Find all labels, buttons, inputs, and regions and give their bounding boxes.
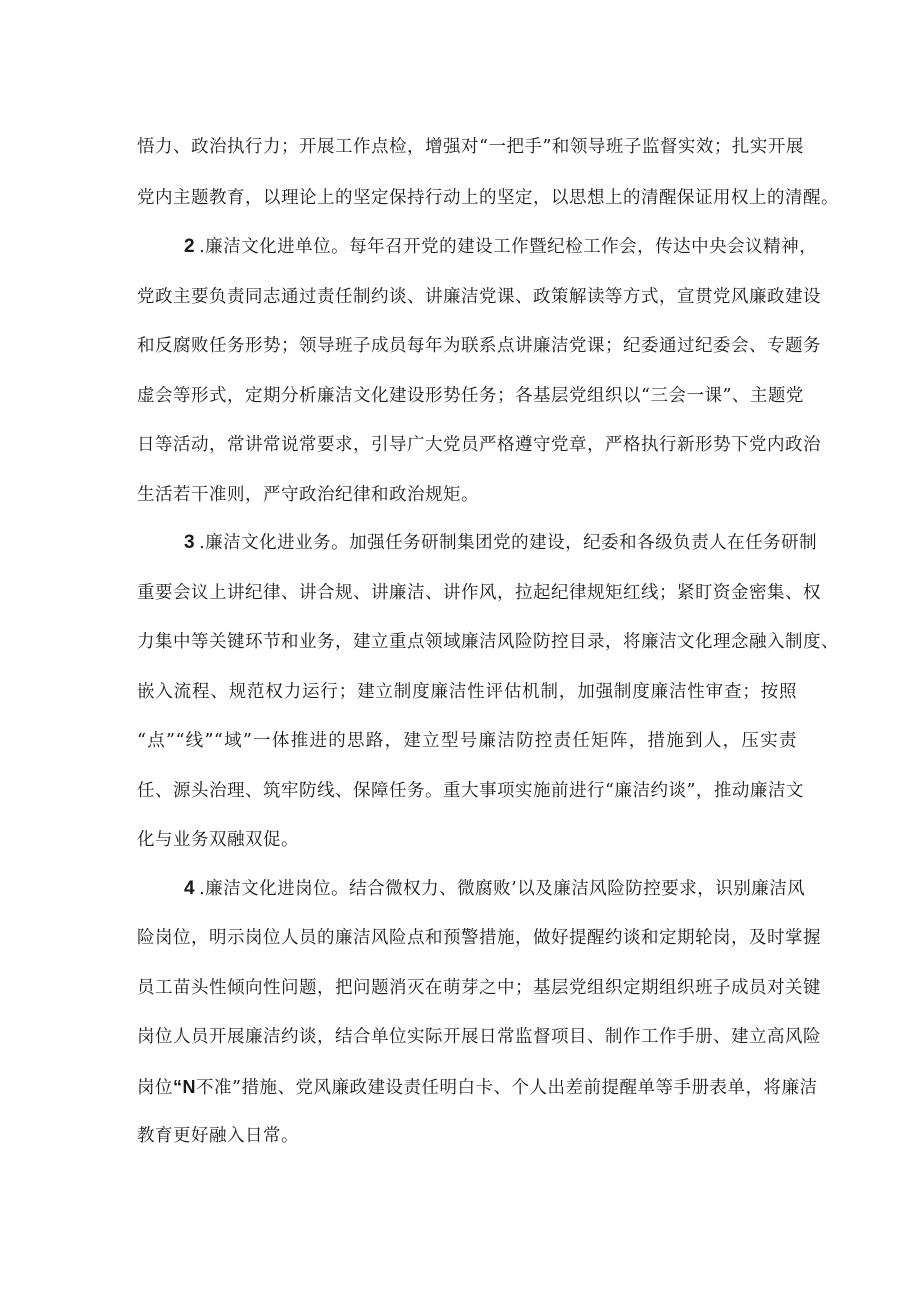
- paragraph-3-line-1: [184, 531, 818, 555]
- paragraph-4-line-6: 教育更好融入日常。: [137, 1126, 299, 1146]
- paragraph-2-line-4: 虚会等形式，定期分析廉洁文化建设形势任务；各基层党组织以“三会一课”、主题党: [137, 386, 804, 406]
- paragraph-2-heading-text: .廉洁文化进单位。每年召开党的建设工作暨纪检工作会，传达中央会议精神，: [199, 237, 818, 257]
- paragraph-2-line-2: 党政主要负责同志通过责任制约谈、讲廉洁党课、政策解读等方式，宣贯党风廉政建设: [137, 287, 821, 307]
- paragraph-4-line-5: [137, 1075, 818, 1100]
- paragraph-1-line-1: 悟力、政治执行力；开展工作点检，增强对“一把手”和领导班子监督实效；扎实开展: [137, 137, 804, 157]
- paragraph-4-line-4: 岗位人员开展廉洁约谈，结合单位实际开展日常监督项目、制作工作手册、建立高风险: [137, 1027, 821, 1047]
- paragraph-2-line-6: 生活若干准则，严守政治纪律和政治规矩。: [137, 485, 479, 505]
- paragraph-4-line-5-after: 不准”措施、党风廉政建设责任明白卡、个人出差前提醒单等手册表单，将廉洁: [196, 1078, 818, 1098]
- paragraph-4-heading-text: .廉洁文化进岗位。结合微权力、微腐败’以及廉洁风险防控要求，识别廉洁风: [199, 879, 806, 899]
- paragraph-2-line-3: 和反腐败任务形势；领导班子成员每年为联系点讲廉洁党课；纪委通过纪委会、专题务: [137, 336, 821, 356]
- paragraph-3-line-3: 力集中等关键环节和业务，建立重点领域廉洁风险防控目录，将廉洁文化理念融入制度、: [137, 632, 839, 652]
- paragraph-3-line-5: “点”“线”“域”一体推进的思路，建立型号廉洁防控责任矩阵，措施到人，压实责: [137, 731, 797, 751]
- paragraph-4-number: 4: [184, 878, 196, 899]
- paragraph-3-line-7: 化与业务双融双促。: [137, 830, 299, 850]
- paragraph-1-line-2: 党内主题教育，以理论上的坚定保持行动上的坚定，以思想上的清醒保证用权上的清醒。: [137, 188, 839, 208]
- paragraph-4-line-3: 员工苗头性倾向性问题，把问题消灭在萌芽之中；基层党组织定期组织班子成员对关键: [137, 978, 821, 998]
- paragraph-2-line-5: 日等活动，常讲常说常要求，引导广大党员严格遵守党章，严格执行新形势下党内政治: [137, 435, 821, 455]
- paragraph-4-line-5-before: 岗位: [137, 1078, 173, 1098]
- paragraph-4-line-2: 险岗位，明示岗位人员的廉洁风险点和预警措施，做好提醒约谈和定期轮岗，及时掌握: [137, 928, 821, 948]
- paragraph-4-line-5-bold: “N: [173, 1077, 196, 1097]
- paragraph-4-line-1: [184, 877, 806, 901]
- paragraph-2-number: 2: [184, 236, 196, 257]
- paragraph-3-line-4: 嵌入流程、规范权力运行；建立制度廉洁性评估机制，加强制度廉洁性审查；按照: [137, 682, 797, 702]
- paragraph-3-line-2: 重要会议上讲纪律、讲合规、讲廉洁、讲作风，拉起纪律规矩红线；紧盯资金密集、权: [137, 583, 821, 603]
- paragraph-3-number: 3: [184, 532, 196, 553]
- paragraph-2-line-1: [184, 235, 818, 259]
- paragraph-3-heading-text: .廉洁文化进业务。加强任务研制集团党的建设，纪委和各级负责人在任务研制: [199, 533, 818, 553]
- paragraph-3-line-6: 任、源头治理、筑牢防线、保障任务。重大事项实施前进行“廉洁约谈”，推动廉洁文: [137, 781, 804, 801]
